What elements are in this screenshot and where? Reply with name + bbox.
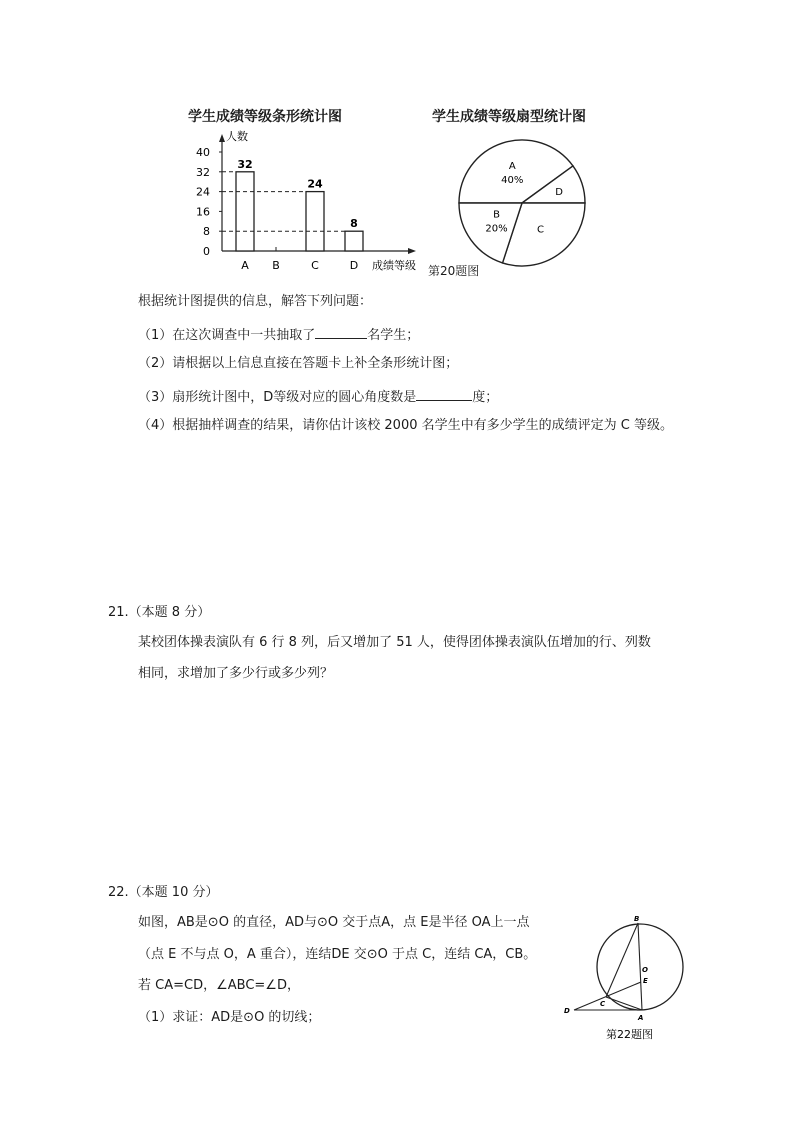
label-d: D — [564, 1007, 570, 1015]
x-tick-label: A — [241, 259, 249, 272]
answer-blank-1[interactable] — [315, 324, 367, 339]
figure-22 — [558, 912, 698, 1044]
label-b: B — [634, 915, 640, 923]
x-tick-label: C — [311, 259, 319, 272]
x-axis-label: 成绩等级 — [372, 259, 416, 272]
label-e: E — [643, 977, 648, 985]
x-tick-label: D — [349, 259, 359, 272]
bar-D — [345, 231, 363, 251]
pie-percent: 20% — [485, 223, 508, 235]
pie-label: A — [508, 161, 516, 173]
pie-label: D — [555, 186, 563, 198]
bar-C — [306, 192, 324, 251]
x-tick-label: B — [272, 259, 280, 272]
q22-header: 22.（本题 10 分） — [108, 885, 219, 900]
y-tick-label: 32 — [196, 165, 210, 179]
y-tick-label: 40 — [196, 146, 210, 159]
figure-22-caption: 第22题图 — [606, 1028, 653, 1041]
bar-value-label: 24 — [307, 177, 323, 191]
q22-line1: 如图，AB是⊙O 的直径，AD与⊙O 交于点A，点 E是半径 OA上一点 — [138, 915, 530, 930]
answer-blank-2[interactable] — [416, 386, 472, 401]
q20-part1 — [138, 324, 419, 345]
pie-chart — [420, 132, 620, 282]
label-a: A — [638, 1014, 644, 1022]
y-axis-label: 人数 — [226, 130, 248, 143]
bar-value-label: 8 — [350, 217, 358, 231]
bar-chart — [190, 124, 425, 284]
q20-part3 — [138, 386, 498, 407]
q22-line3: 若 CA=CD，∠ABC=∠D， — [138, 978, 300, 993]
pie-label: B — [493, 209, 500, 221]
q20-part1-post: 名学生； — [367, 328, 420, 343]
q21-line1: 某校团体操表演队有 6 行 8 列，后又增加了 51 人，使得团体操表演队伍增加的行、列数 — [138, 635, 651, 650]
pie-percent: 40% — [501, 175, 524, 187]
y-tick-label: 24 — [196, 185, 210, 199]
bar-value-label: 32 — [237, 157, 253, 171]
pie-label: C — [537, 224, 545, 236]
line-cb — [606, 923, 638, 997]
y-tick-label: 16 — [196, 205, 210, 219]
label-c: C — [600, 1000, 606, 1008]
q20-intro: 根据统计图提供的信息，解答下列问题： — [138, 294, 373, 309]
q20-part3-pre: （3）扇形统计图中，D等级对应的圆心角度数是 — [138, 390, 417, 405]
q20-part3-post: 度； — [472, 390, 499, 405]
y-tick-label: 0 — [203, 245, 210, 258]
q22-line4: （1）求证：AD是⊙O 的切线； — [138, 1010, 321, 1025]
pie-chart-title: 学生成绩等级扇型统计图 — [432, 109, 586, 125]
line-ca — [606, 997, 642, 1010]
x-axis-arrow — [408, 248, 416, 254]
y-axis-arrow — [219, 134, 225, 142]
bar-A — [236, 172, 254, 251]
q20-part1-pre: （1）在这次调查中一共抽取了 — [138, 328, 316, 343]
y-tick-label: 8 — [203, 225, 210, 239]
figure-20-caption: 第20题图 — [428, 264, 480, 278]
bar-chart-title: 学生成绩等级条形统计图 — [188, 109, 342, 125]
q21-header: 21.（本题 8 分） — [108, 605, 211, 620]
label-o: O — [642, 966, 648, 974]
q22-line2: （点 E 不与点 O，A 重合），连结DE 交⊙O 于点 C，连结 CA，CB。 — [138, 947, 537, 962]
q21-line2: 相同，求增加了多少行或多少列？ — [138, 666, 334, 681]
q20-part4: （4）根据抽样调查的结果，请你估计该校 2000 名学生中有多少学生的成绩评定为 C 等级。 — [138, 418, 673, 433]
q20-part2: （2）请根据以上信息直接在答题卡上补全条形统计图； — [138, 356, 459, 371]
